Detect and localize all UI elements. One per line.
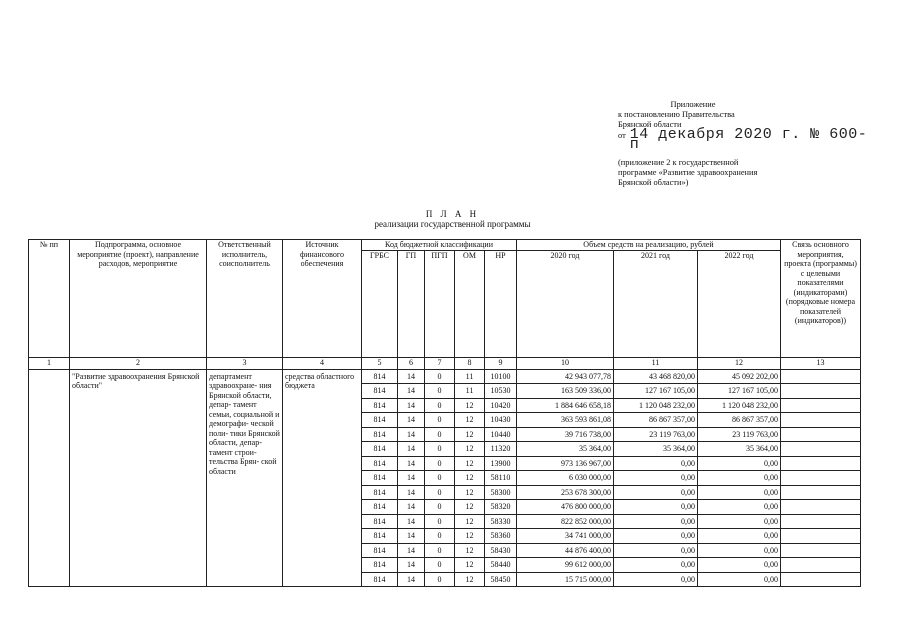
- col-number: 2: [70, 357, 207, 369]
- cell-om: 12: [455, 471, 485, 486]
- cell-v2021: 0,00: [614, 514, 698, 529]
- cell-v2022: 0,00: [698, 514, 781, 529]
- header-om: ОМ: [455, 250, 485, 357]
- cell-nr: 13900: [485, 456, 517, 471]
- col-number: 9: [485, 357, 517, 369]
- header-source: Источник финансового обеспечения: [283, 240, 362, 358]
- plan-title: П Л А Н: [425, 209, 480, 219]
- header-2020: 2020 год: [517, 250, 614, 357]
- cell-link: [781, 427, 861, 442]
- cell-grbs: 814: [362, 427, 398, 442]
- cell-pgp: 0: [425, 500, 455, 515]
- cell-v2020: 99 612 000,00: [517, 558, 614, 573]
- cell-v2020: 476 800 000,00: [517, 500, 614, 515]
- cell-v2020: 973 136 967,00: [517, 456, 614, 471]
- cell-link: [781, 442, 861, 457]
- cell-nr: 58320: [485, 500, 517, 515]
- cell-gp: 14: [398, 456, 425, 471]
- cell-link: [781, 369, 861, 384]
- cell-pgp: 0: [425, 543, 455, 558]
- cell-v2022: 1 120 048 232,00: [698, 398, 781, 413]
- cell-om: 11: [455, 384, 485, 399]
- cell-link: [781, 413, 861, 428]
- cell-gp: 14: [398, 529, 425, 544]
- cell-grbs: 814: [362, 471, 398, 486]
- col-number: 4: [283, 357, 362, 369]
- cell-pgp: 0: [425, 471, 455, 486]
- appendix-sub-2: программе «Развитие здравоохранения: [618, 168, 758, 177]
- cell-grbs: 814: [362, 442, 398, 457]
- cell-grbs: 814: [362, 456, 398, 471]
- cell-grbs: 814: [362, 485, 398, 500]
- cell-link: [781, 529, 861, 544]
- cell-v2020: 15 715 000,00: [517, 572, 614, 587]
- col-number: 10: [517, 357, 614, 369]
- cell-v2022: 0,00: [698, 543, 781, 558]
- cell-v2021: 0,00: [614, 485, 698, 500]
- col-number: 11: [614, 357, 698, 369]
- plan-table: [28, 239, 861, 587]
- cell-om: 12: [455, 543, 485, 558]
- cell-om: 12: [455, 500, 485, 515]
- cell-link: [781, 398, 861, 413]
- cell-v2021: 86 867 357,00: [614, 413, 698, 428]
- cell-nr: 10530: [485, 384, 517, 399]
- col-number: 7: [425, 357, 455, 369]
- cell-nr: 10100: [485, 369, 517, 384]
- cell-pgp: 0: [425, 427, 455, 442]
- cell-nr: 58110: [485, 471, 517, 486]
- cell-om: 11: [455, 369, 485, 384]
- cell-gp: 14: [398, 471, 425, 486]
- cell-gp: 14: [398, 572, 425, 587]
- cell-v2021: 0,00: [614, 500, 698, 515]
- cell-pgp: 0: [425, 558, 455, 573]
- col-number: 12: [698, 357, 781, 369]
- cell-grbs: 814: [362, 398, 398, 413]
- cell-link: [781, 471, 861, 486]
- cell-pgp: 0: [425, 369, 455, 384]
- executor-cell: департамент здравоохране- ния Брянской области, депар- тамент семьи, социальной и демографи- ческой поли- тики Брянской области, депар- тамент строи- тельства Брян- ской области: [207, 369, 283, 587]
- appendix-line-2: Брянской области: [618, 120, 682, 129]
- subprogram-name: "Развитие здравоохранения Брянской области": [70, 369, 207, 587]
- cell-v2020: 44 876 400,00: [517, 543, 614, 558]
- cell-v2022: 35 364,00: [698, 442, 781, 457]
- cell-v2022: 0,00: [698, 529, 781, 544]
- cell-om: 12: [455, 529, 485, 544]
- resolution-date: 14 декабря 2020 г. № 600-п: [629, 126, 868, 153]
- cell-nr: 10440: [485, 427, 517, 442]
- cell-gp: 14: [398, 369, 425, 384]
- header-grbs: ГРБС: [362, 250, 398, 357]
- cell-grbs: 814: [362, 384, 398, 399]
- cell-pgp: 0: [425, 572, 455, 587]
- cell-v2022: 0,00: [698, 471, 781, 486]
- cell-v2020: 1 884 646 658,18: [517, 398, 614, 413]
- cell-grbs: 814: [362, 558, 398, 573]
- cell-nr: 58300: [485, 485, 517, 500]
- col-number: 3: [207, 357, 283, 369]
- col-number: 13: [781, 357, 861, 369]
- cell-v2021: 0,00: [614, 471, 698, 486]
- cell-v2022: 0,00: [698, 500, 781, 515]
- header-num: № пп: [29, 240, 70, 358]
- cell-om: 12: [455, 514, 485, 529]
- cell-om: 12: [455, 442, 485, 457]
- row-num-cell: [29, 369, 70, 587]
- cell-gp: 14: [398, 543, 425, 558]
- cell-v2020: 253 678 300,00: [517, 485, 614, 500]
- cell-gp: 14: [398, 384, 425, 399]
- source-cell: средства областного бюджета: [283, 369, 362, 587]
- cell-grbs: 814: [362, 572, 398, 587]
- cell-v2022: 45 092 202,00: [698, 369, 781, 384]
- cell-v2020: 6 030 000,00: [517, 471, 614, 486]
- cell-nr: 58450: [485, 572, 517, 587]
- cell-v2022: 0,00: [698, 456, 781, 471]
- appendix-heading: Приложение: [670, 100, 716, 109]
- header-2021: 2021 год: [614, 250, 698, 357]
- cell-gp: 14: [398, 398, 425, 413]
- cell-v2022: 0,00: [698, 572, 781, 587]
- cell-pgp: 0: [425, 384, 455, 399]
- cell-nr: 58440: [485, 558, 517, 573]
- header-subprogram: Подпрограмма, основное мероприятие (проект), направление расходов, мероприятие: [70, 240, 207, 358]
- col-number: 8: [455, 357, 485, 369]
- cell-nr: 58360: [485, 529, 517, 544]
- cell-nr: 10430: [485, 413, 517, 428]
- header-volume: Объем средств на реализацию, рублей: [517, 240, 781, 251]
- cell-v2022: 0,00: [698, 485, 781, 500]
- cell-gp: 14: [398, 427, 425, 442]
- cell-v2021: 0,00: [614, 543, 698, 558]
- header-executor: Ответственный исполнитель, соисполнитель: [207, 240, 283, 358]
- cell-link: [781, 558, 861, 573]
- cell-gp: 14: [398, 485, 425, 500]
- cell-om: 12: [455, 485, 485, 500]
- header-gp: ГП: [398, 250, 425, 357]
- cell-grbs: 814: [362, 413, 398, 428]
- cell-v2021: 0,00: [614, 456, 698, 471]
- appendix-date-line: [618, 126, 868, 153]
- appendix-line-1: к постановлению Правительства: [618, 110, 735, 119]
- cell-gp: 14: [398, 500, 425, 515]
- cell-v2020: 822 852 000,00: [517, 514, 614, 529]
- cell-v2022: 23 119 763,00: [698, 427, 781, 442]
- cell-gp: 14: [398, 514, 425, 529]
- cell-nr: 10420: [485, 398, 517, 413]
- cell-grbs: 814: [362, 500, 398, 515]
- plan-subtitle: реализации государственной программы: [374, 219, 531, 229]
- cell-pgp: 0: [425, 442, 455, 457]
- cell-nr: 58330: [485, 514, 517, 529]
- cell-pgp: 0: [425, 456, 455, 471]
- cell-link: [781, 384, 861, 399]
- cell-pgp: 0: [425, 413, 455, 428]
- cell-gp: 14: [398, 413, 425, 428]
- cell-v2022: 127 167 105,00: [698, 384, 781, 399]
- cell-v2021: 0,00: [614, 529, 698, 544]
- cell-link: [781, 543, 861, 558]
- cell-v2020: 35 364,00: [517, 442, 614, 457]
- cell-om: 12: [455, 572, 485, 587]
- col-number: 6: [398, 357, 425, 369]
- cell-v2020: 163 509 336,00: [517, 384, 614, 399]
- col-number: 1: [29, 357, 70, 369]
- date-prefix: от: [618, 131, 626, 140]
- cell-grbs: 814: [362, 514, 398, 529]
- header-pgp: ПГП: [425, 250, 455, 357]
- header-link: Связь основного мероприятия, проекта (программы) с целевыми показателями (индикаторами) (порядковые номера показателей (индикаторов)): [781, 240, 861, 358]
- col-number: 5: [362, 357, 398, 369]
- cell-om: 12: [455, 427, 485, 442]
- cell-v2021: 1 120 048 232,00: [614, 398, 698, 413]
- cell-link: [781, 514, 861, 529]
- cell-v2020: 39 716 738,00: [517, 427, 614, 442]
- cell-link: [781, 572, 861, 587]
- header-nr: НР: [485, 250, 517, 357]
- cell-pgp: 0: [425, 398, 455, 413]
- cell-grbs: 814: [362, 369, 398, 384]
- cell-gp: 14: [398, 442, 425, 457]
- cell-grbs: 814: [362, 529, 398, 544]
- column-numbers-row: [29, 357, 861, 369]
- cell-v2020: 363 593 861,08: [517, 413, 614, 428]
- cell-pgp: 0: [425, 529, 455, 544]
- cell-v2021: 23 119 763,00: [614, 427, 698, 442]
- cell-nr: 11320: [485, 442, 517, 457]
- cell-om: 12: [455, 398, 485, 413]
- cell-pgp: 0: [425, 485, 455, 500]
- cell-v2021: 43 468 820,00: [614, 369, 698, 384]
- cell-v2020: 42 943 077,78: [517, 369, 614, 384]
- cell-v2021: 0,00: [614, 558, 698, 573]
- cell-link: [781, 500, 861, 515]
- appendix-block: [618, 100, 868, 188]
- cell-link: [781, 485, 861, 500]
- cell-v2022: 0,00: [698, 558, 781, 573]
- header-budget-code: Код бюджетной классификации: [362, 240, 517, 251]
- cell-grbs: 814: [362, 543, 398, 558]
- cell-om: 12: [455, 413, 485, 428]
- cell-om: 12: [455, 456, 485, 471]
- cell-gp: 14: [398, 558, 425, 573]
- cell-v2022: 86 867 357,00: [698, 413, 781, 428]
- appendix-sub-1: (приложение 2 к государственной: [618, 158, 739, 167]
- cell-link: [781, 456, 861, 471]
- cell-v2020: 34 741 000,00: [517, 529, 614, 544]
- cell-nr: 58430: [485, 543, 517, 558]
- cell-v2021: 127 167 105,00: [614, 384, 698, 399]
- cell-om: 12: [455, 558, 485, 573]
- appendix-sub-3: Брянской области»): [618, 178, 689, 187]
- header-2022: 2022 год: [698, 250, 781, 357]
- cell-v2021: 0,00: [614, 572, 698, 587]
- cell-v2021: 35 364,00: [614, 442, 698, 457]
- cell-pgp: 0: [425, 514, 455, 529]
- table-row: [29, 369, 861, 384]
